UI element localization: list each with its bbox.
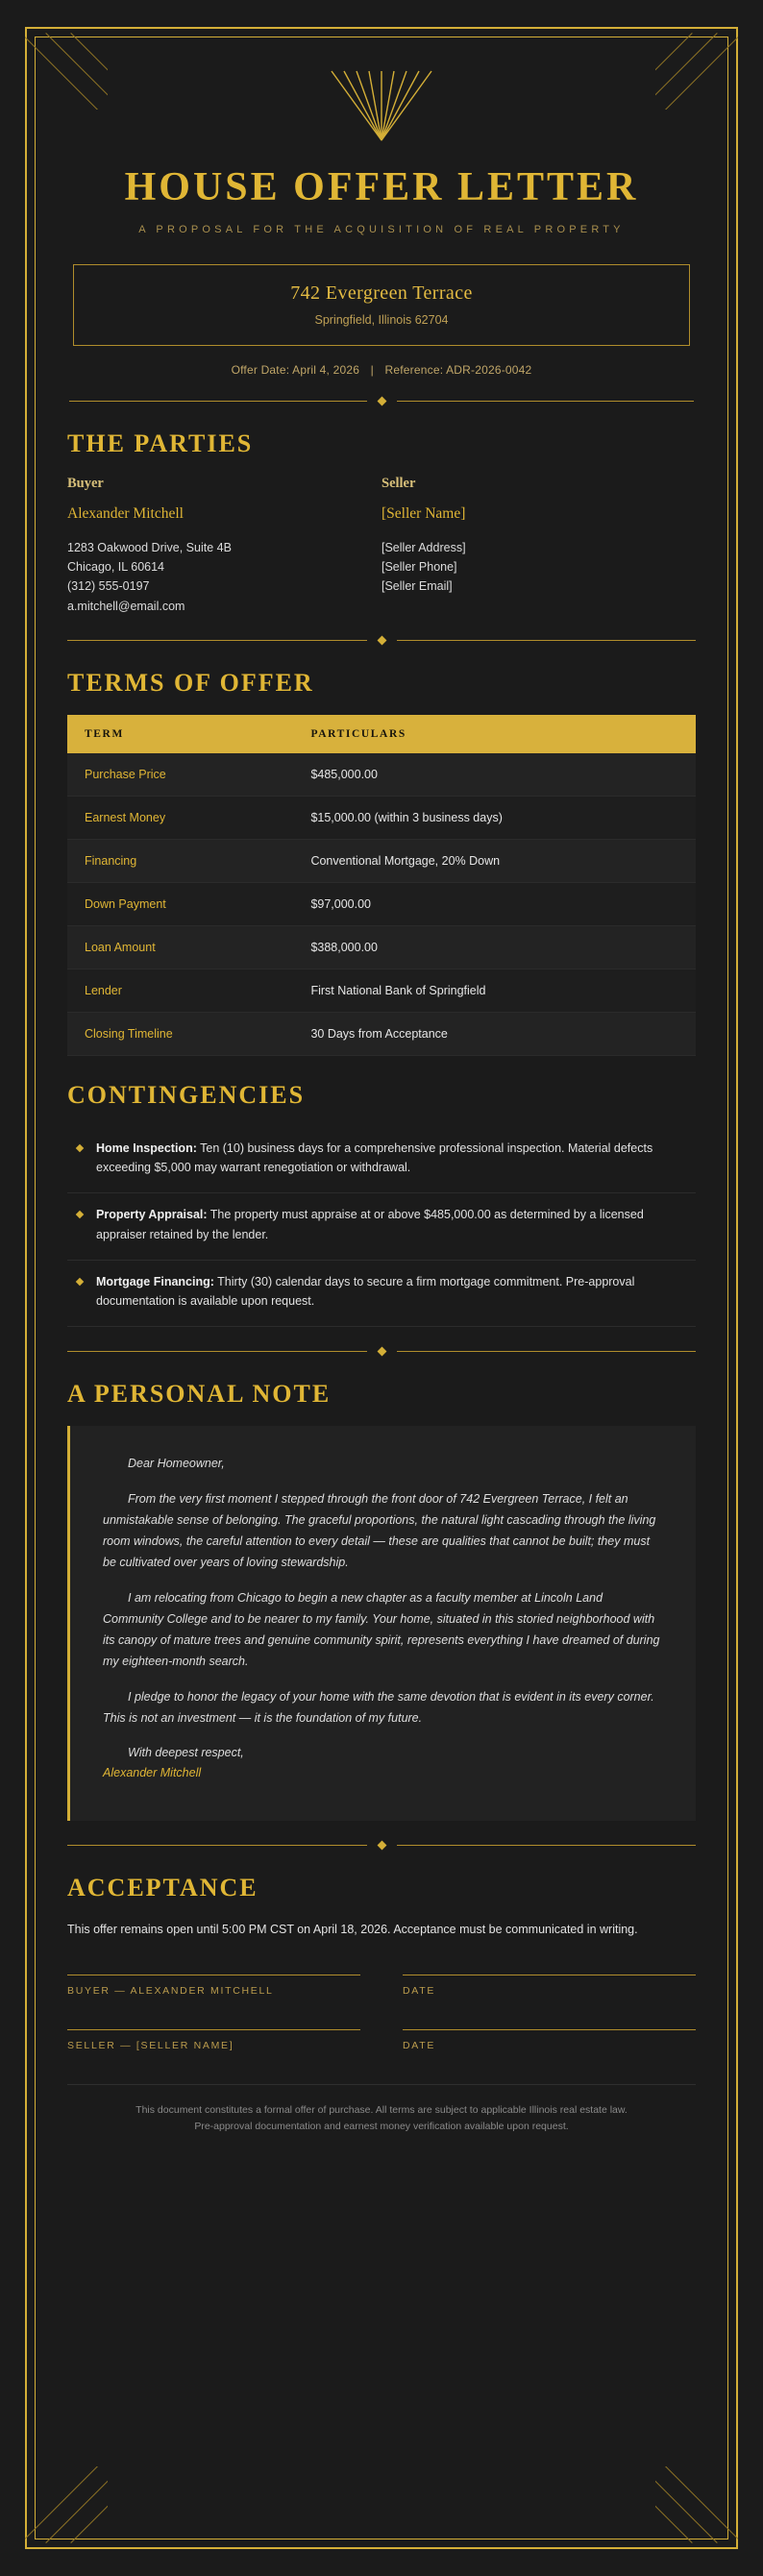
term-cell: Lender (67, 969, 293, 1012)
party-seller (382, 476, 696, 616)
parties-block (67, 476, 696, 616)
buyer-email: a.mitchell@email.com (67, 599, 185, 613)
corner-ornament-bottom-left (25, 2466, 108, 2549)
section-title-parties: THE PARTIES (67, 429, 254, 457)
particulars-cell: First National Bank of Springfield (293, 969, 696, 1012)
list-item (67, 1193, 696, 1261)
terms-table (67, 715, 696, 1056)
buyer-signature-field[interactable] (67, 1975, 360, 1997)
divider-rule-left (69, 401, 367, 402)
seller-signature-label: SELLER — [SELLER NAME] (67, 2039, 234, 2051)
term-cell: Purchase Price (67, 753, 293, 797)
diamond-icon (377, 396, 386, 405)
note-signoff: With deepest respect, (128, 1746, 244, 1760)
particulars-cell: Conventional Mortgage, 20% Down (293, 839, 696, 882)
table-row (67, 753, 696, 797)
signature-row-buyer (67, 1975, 696, 1997)
document-content (25, 27, 738, 2165)
table-row (67, 969, 696, 1012)
buyer-address-line1: 1283 Oakwood Drive, Suite 4B (67, 540, 232, 554)
party-buyer (67, 476, 382, 616)
contingencies-list (67, 1127, 696, 1328)
particulars-cell: $15,000.00 (within 3 business days) (293, 796, 696, 839)
diamond-icon (377, 1841, 386, 1851)
seller-address: [Seller Address] (382, 540, 466, 554)
property-address-city: Springfield, Illinois 62704 (314, 312, 449, 327)
terms-header-row (67, 715, 696, 753)
divider-rule-right (397, 1845, 697, 1846)
seller-email: [Seller Email] (382, 579, 453, 594)
diamond-icon (377, 1347, 386, 1357)
deco-divider-1 (67, 398, 696, 405)
buyer-signature-label: BUYER — ALEXANDER MITCHELL (67, 1984, 274, 1997)
section-title-acceptance: ACCEPTANCE (67, 1874, 258, 1902)
terms-table-head (67, 715, 696, 753)
contingency-body: Thirty (30) calendar days to secure a firm mortgage commitment. Pre-approval documentation is available upon request. (96, 1274, 635, 1309)
footer-divider (67, 2084, 696, 2085)
sunburst-icon (314, 69, 449, 141)
buyer-name: Alexander Mitchell (67, 504, 184, 522)
seller-date-label: DATE (403, 2039, 436, 2051)
divider-rule-left (67, 1351, 367, 1352)
offer-date: Offer Date: April 4, 2026 (231, 362, 360, 377)
term-cell: Earnest Money (67, 796, 293, 839)
particulars-cell: $97,000.00 (293, 882, 696, 925)
deco-divider-4 (67, 1842, 696, 1849)
particulars-cell: $485,000.00 (293, 753, 696, 797)
seller-date-field[interactable] (403, 2029, 696, 2051)
list-item (67, 1127, 696, 1194)
divider-rule-right (397, 640, 697, 641)
note-paragraph: From the very first moment I stepped through the front door of 742 Evergreen Terrace, I felt an unmistakable sense of belonging. The graceful proportions, the natural light cascading through the living room windows, the careful attention to every detail — these are qualities that cannot be built; they must be cultivated over years of loving stewardship. (103, 1491, 656, 1570)
seller-role-label: Seller (382, 475, 416, 491)
terms-header-particulars: PARTICULARS (293, 715, 696, 753)
property-address-box (73, 264, 690, 346)
buyer-phone: (312) 555-0197 (67, 579, 150, 594)
diamond-bullet-icon (76, 1144, 84, 1152)
contingency-body: The property must appraise at or above $485,000.00 as determined by a licensed appraiser retained by the lender. (96, 1208, 644, 1241)
table-row (67, 796, 696, 839)
note-signature: Alexander Mitchell (103, 1766, 202, 1780)
contingency-label: Mortgage Financing: (96, 1274, 214, 1288)
meta-separator: | (370, 362, 374, 377)
offer-reference: Reference: ADR-2026-0042 (384, 362, 532, 377)
list-item (67, 1261, 696, 1328)
note-salutation: Dear Homeowner, (128, 1457, 225, 1471)
table-row (67, 839, 696, 882)
signature-line (67, 2029, 360, 2030)
seller-name: [Seller Name] (382, 504, 466, 522)
footer-note-line1: This document constitutes a formal offer of purchase. All terms are subject to applicable Illinois real estate law. (135, 2103, 628, 2116)
seller-phone: [Seller Phone] (382, 560, 457, 575)
diamond-bullet-icon (76, 1211, 84, 1218)
deco-divider-2 (67, 637, 696, 644)
footer-note-line2: Pre-approval documentation and earnest money verification available upon request. (194, 2121, 569, 2133)
buyer-role-label: Buyer (67, 475, 104, 491)
divider-rule-right (397, 1351, 697, 1352)
signature-row-seller (67, 2029, 696, 2051)
table-row (67, 882, 696, 925)
table-row (67, 925, 696, 969)
section-title-terms: TERMS OF OFFER (67, 668, 314, 697)
term-cell: Closing Timeline (67, 1012, 293, 1055)
particulars-cell: $388,000.00 (293, 925, 696, 969)
property-address-street: 742 Evergreen Terrace (290, 282, 473, 304)
corner-ornament-bottom-right (655, 2466, 738, 2549)
deco-divider-3 (67, 1348, 696, 1355)
diamond-icon (377, 635, 386, 645)
contingency-label: Home Inspection: (96, 1141, 197, 1155)
section-title-contingencies: CONTINGENCIES (67, 1080, 306, 1109)
contingency-body: Ten (10) business days for a comprehensive professional inspection. Material defects exceeding $5,000 may warrant renegotiation or withdrawal. (96, 1141, 653, 1175)
page-subtitle: A PROPOSAL FOR THE ACQUISITION OF REAL PROPERTY (138, 224, 625, 236)
buyer-address-line2: Chicago, IL 60614 (67, 560, 165, 575)
signature-line (403, 2029, 696, 2030)
offer-meta (67, 363, 696, 377)
contingency-label: Property Appraisal: (96, 1208, 208, 1222)
note-paragraph: I pledge to honor the legacy of your home with the same devotion that is evident in its every corner. This is not an investment — it is the foundation of my future. (103, 1689, 654, 1725)
table-row (67, 1012, 696, 1055)
note-paragraph: I am relocating from Chicago to begin a new chapter as a faculty member at Lincoln Land Community College and to be nearer to my family. Your home, situated in this storied neighborhood with its canopy of mature trees and genuine community spirit, represents everything I have dreamed of during my eighteen-month search. (103, 1590, 660, 1669)
contingency-text (96, 1272, 696, 1312)
terms-table-body (67, 753, 696, 1056)
diamond-bullet-icon (76, 1278, 84, 1286)
personal-note-block (67, 1426, 696, 1821)
buyer-date-label: DATE (403, 1984, 436, 1997)
term-cell: Loan Amount (67, 925, 293, 969)
particulars-cell: 30 Days from Acceptance (293, 1012, 696, 1055)
term-cell: Financing (67, 839, 293, 882)
buyer-date-field[interactable] (403, 1975, 696, 1997)
divider-rule-left (67, 640, 367, 641)
divider-rule-left (67, 1845, 367, 1846)
section-title-personal-note: A PERSONAL NOTE (67, 1380, 332, 1409)
contingency-text (96, 1139, 696, 1178)
acceptance-text: This offer remains open until 5:00 PM CST on April 18, 2026. Acceptance must be communicated in writing. (67, 1923, 638, 1937)
seller-signature-field[interactable] (67, 2029, 360, 2051)
terms-header-term: TERM (67, 715, 293, 753)
page-title: HOUSE OFFER LETTER (124, 165, 639, 209)
term-cell: Down Payment (67, 882, 293, 925)
contingency-text (96, 1205, 696, 1244)
divider-rule-right (397, 401, 695, 402)
